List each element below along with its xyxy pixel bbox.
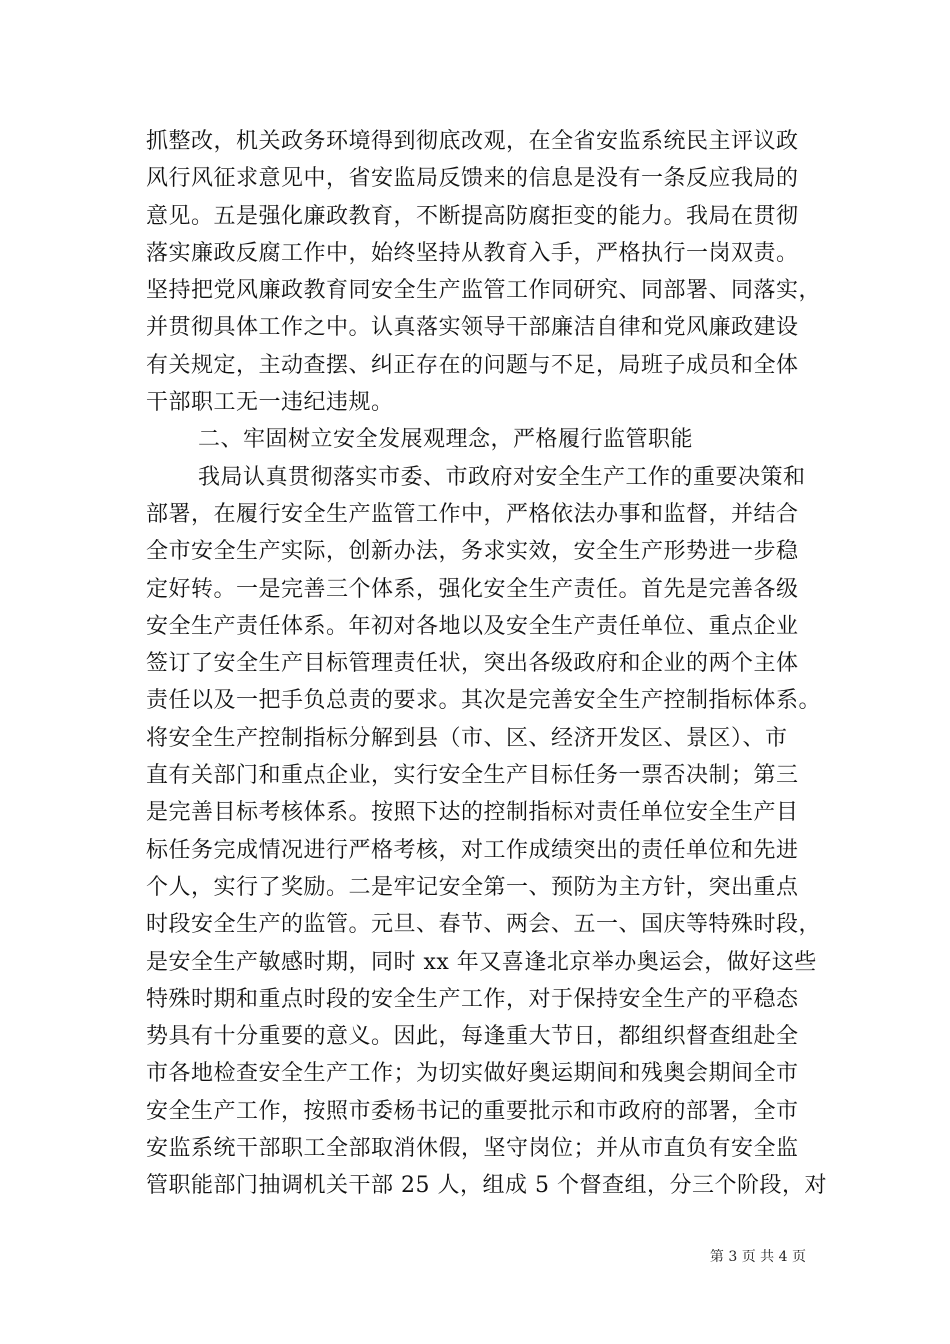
text-line: 并贯彻具体工作之中。认真落实领导干部廉洁自律和党风廉政建设 bbox=[146, 315, 799, 341]
text-line: 时段安全生产的监管。元旦、春节、两会、五一、国庆等特殊时段， bbox=[146, 912, 822, 938]
text-line: 风行风征求意见中，省安监局反馈来的信息是没有一条反应我局的 bbox=[146, 166, 799, 192]
text-line: 安监系统干部职工全部取消休假，坚守岗位；并从市直负有安全监 bbox=[146, 1136, 799, 1162]
text-line: 安全生产工作，按照市委杨书记的重要批示和市政府的部署，全市 bbox=[146, 1098, 799, 1124]
text-line: 有关规定，主动查摆、纠正存在的问题与不足，局班子成员和全体 bbox=[146, 352, 799, 378]
text-line: 标任务完成情况进行严格考核，对工作成绩突出的责任单位和先进 bbox=[146, 837, 799, 863]
text-line: 全市安全生产实际，创新办法，务求实效，安全生产形势进一步稳 bbox=[146, 539, 799, 565]
body-text bbox=[146, 123, 827, 1205]
text-line: 干部职工无一违纪违规。 bbox=[146, 390, 394, 416]
text-line: 落实廉政反腐工作中，始终坚持从教育入手，严格执行一岗双责。 bbox=[146, 240, 799, 266]
text-line: 定好转。一是完善三个体系，强化安全生产责任。首先是完善各级 bbox=[146, 576, 799, 602]
text-line: 部署，在履行安全生产监管工作中，严格依法办事和监督，并结合 bbox=[146, 501, 799, 527]
text-line: 管职能部门抽调机关干部 25 人，组成 5 个督查组，分三个阶段，对 bbox=[146, 1173, 827, 1199]
section-heading: 二、牢固树立安全发展观理念，严格履行监管职能 bbox=[198, 427, 694, 453]
text-line: 抓整改，机关政务环境得到彻底改观，在全省安监系统民主评议政 bbox=[146, 129, 799, 154]
text-line: 责任以及一把手负总责的要求。其次是完善安全生产控制指标体系。 bbox=[146, 688, 822, 714]
text-line: 签订了安全生产目标管理责任状，突出各级政府和企业的两个主体 bbox=[146, 651, 799, 677]
text-line: 我局认真贯彻落实市委、市政府对安全生产工作的重要决策和 bbox=[198, 464, 806, 490]
text-line: 意见。五是强化廉政教育，不断提高防腐拒变的能力。我局在贯彻 bbox=[146, 203, 799, 229]
text-line: 是完善目标考核体系。按照下达的控制指标对责任单位安全生产目 bbox=[146, 800, 799, 826]
text-line: 坚持把党风廉政教育同安全生产监管工作同研究、同部署、同落实， bbox=[146, 278, 822, 304]
page-number-footer: 第 3 页 共 4 页 bbox=[709, 1249, 806, 1265]
text-line: 安全生产责任体系。年初对各地以及安全生产责任单位、重点企业 bbox=[146, 613, 799, 639]
text-line: 个人，实行了奖励。二是牢记安全第一、预防为主方针，突出重点 bbox=[146, 874, 799, 900]
text-line: 直有关部门和重点企业，实行安全生产目标任务一票否决制；第三 bbox=[146, 763, 799, 789]
text-line: 市各地检查安全生产工作；为切实做好奥运期间和残奥会期间全市 bbox=[146, 1061, 799, 1087]
text-line: 特殊时期和重点时段的安全生产工作，对于保持安全生产的平稳态 bbox=[146, 986, 799, 1012]
text-line: 势具有十分重要的意义。因此，每逢重大节日，都组织督查组赴全 bbox=[146, 1024, 799, 1050]
text-line: 是安全生产敏感时期，同时 xx 年又喜逢北京举办奥运会，做好这些 bbox=[146, 949, 817, 975]
text-line: 将安全生产控制指标分解到县（市、区、经济开发区、景区）、市 bbox=[146, 725, 788, 751]
